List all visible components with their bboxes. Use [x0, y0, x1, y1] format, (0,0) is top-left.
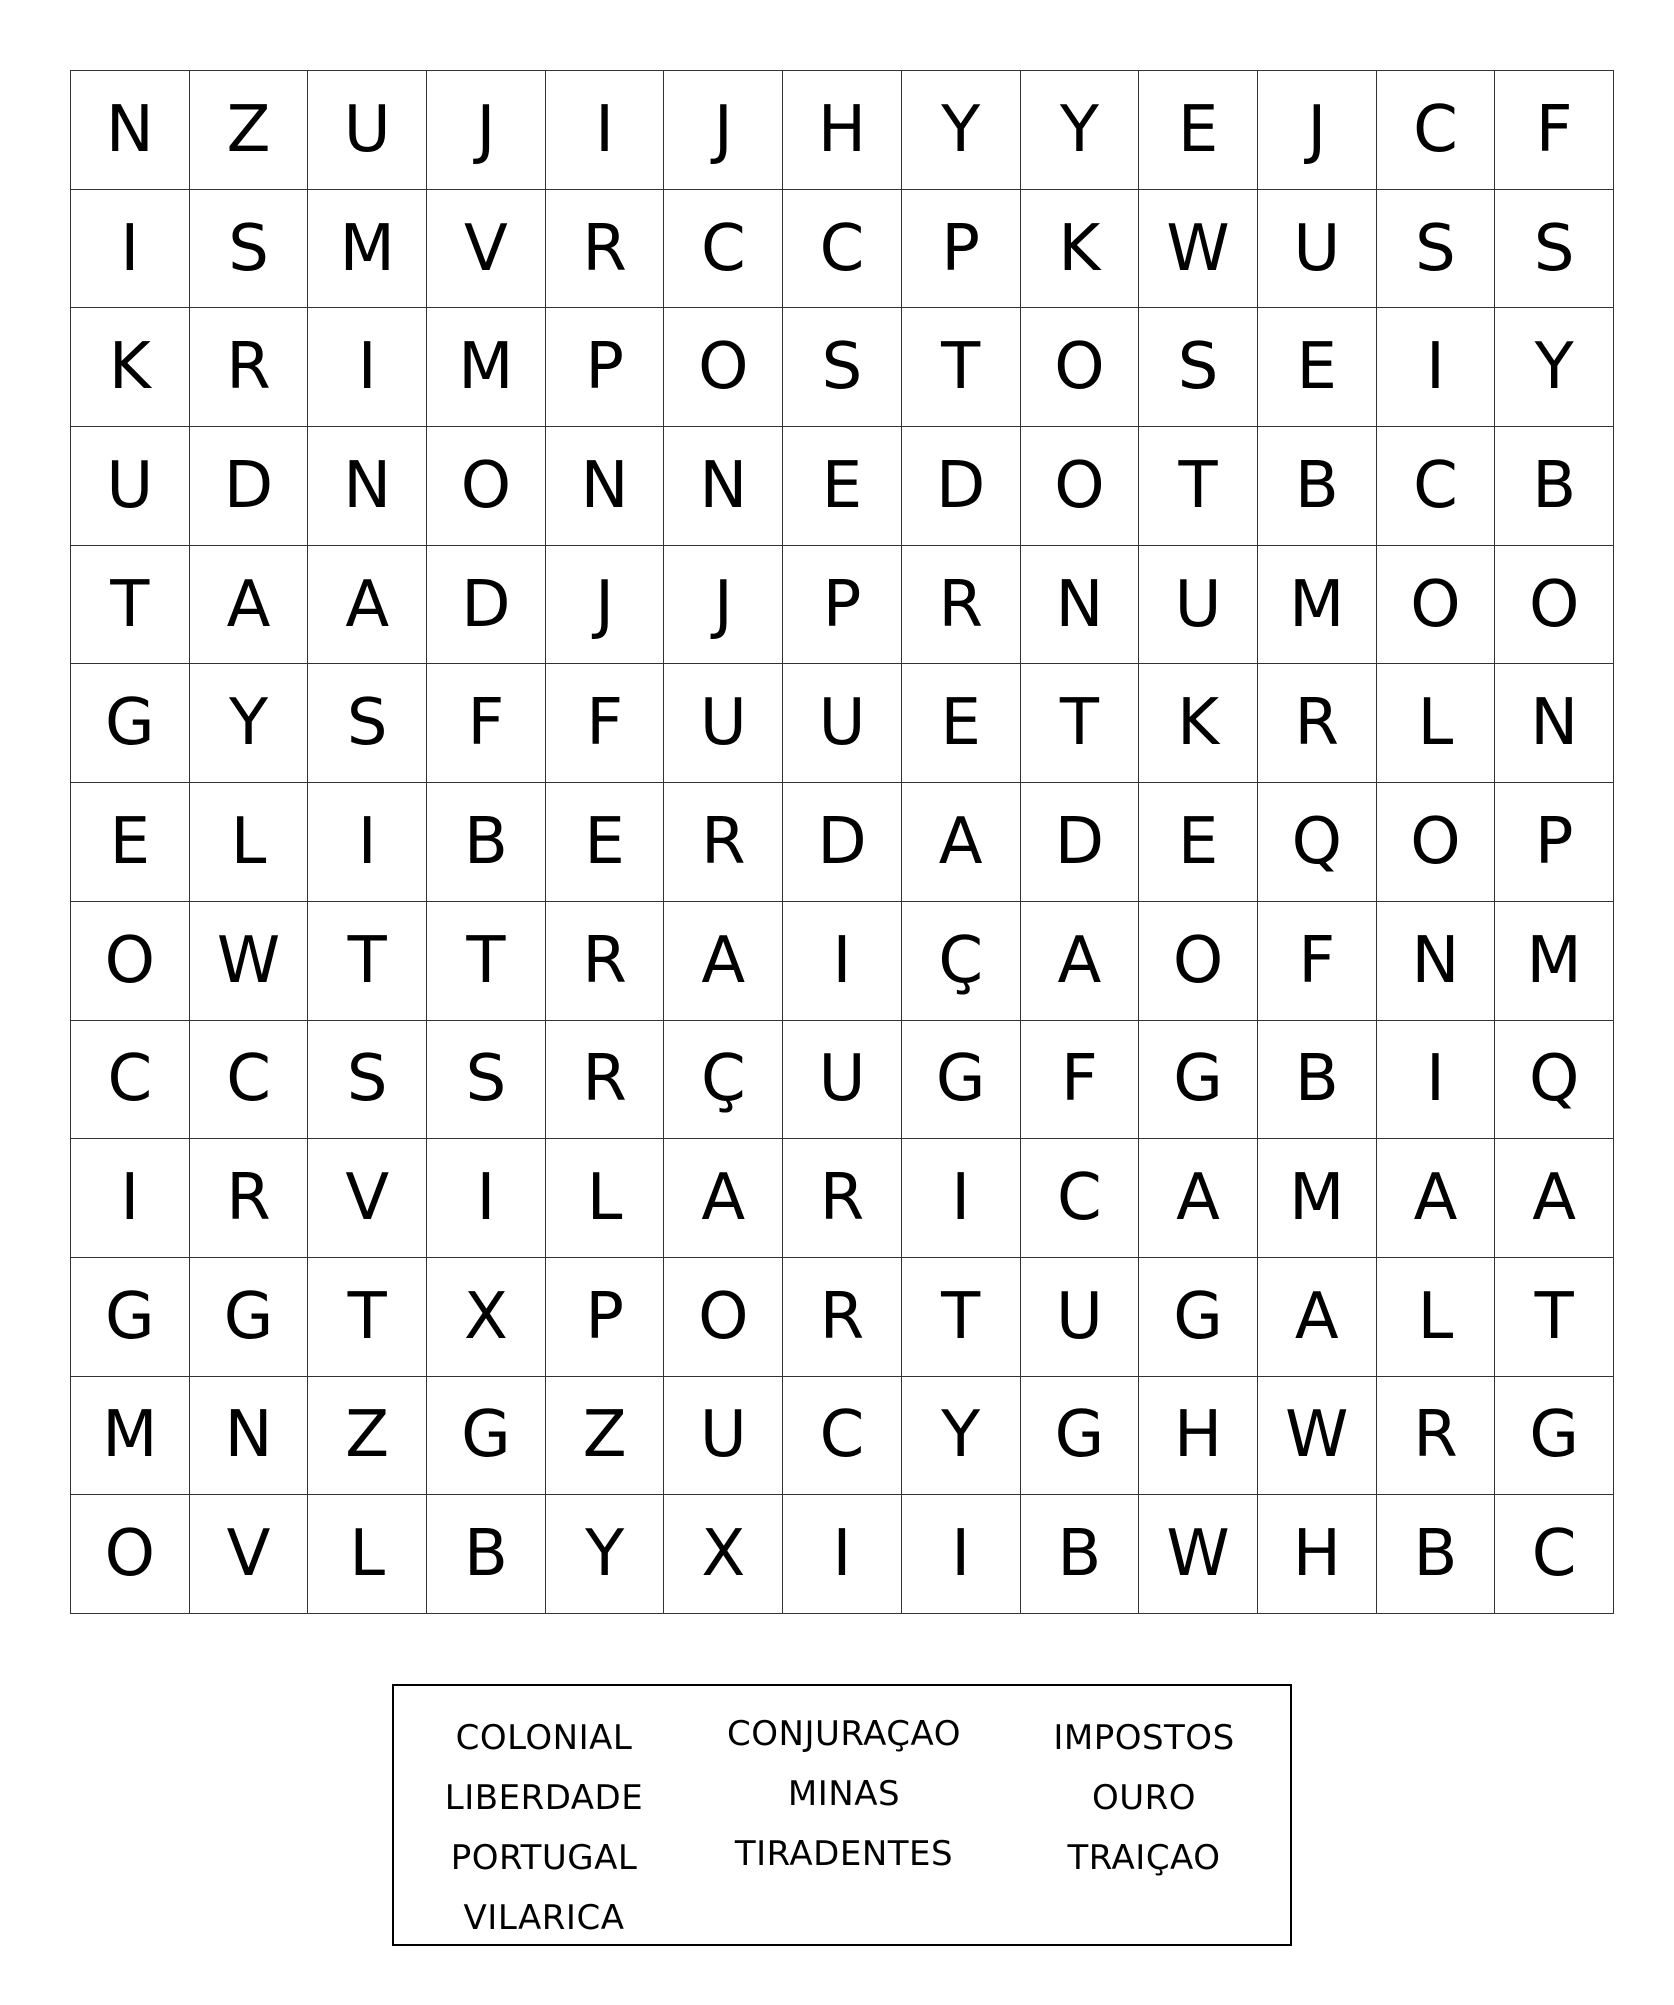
grid-cell[interactable]: B: [1495, 427, 1614, 546]
grid-cell[interactable]: C: [783, 1377, 902, 1496]
grid-cell[interactable]: G: [1021, 1377, 1140, 1496]
grid-cell[interactable]: P: [546, 1258, 665, 1377]
grid-cell[interactable]: O: [1139, 902, 1258, 1021]
grid-cell[interactable]: S: [1495, 190, 1614, 309]
grid-cell[interactable]: U: [664, 664, 783, 783]
grid-cell[interactable]: M: [1258, 546, 1377, 665]
grid-cell[interactable]: R: [664, 783, 783, 902]
grid-cell[interactable]: N: [664, 427, 783, 546]
grid-cell[interactable]: T: [1495, 1258, 1614, 1377]
grid-cell[interactable]: A: [308, 546, 427, 665]
grid-cell[interactable]: N: [546, 427, 665, 546]
grid-cell[interactable]: O: [1021, 308, 1140, 427]
grid-cell[interactable]: F: [546, 664, 665, 783]
grid-cell[interactable]: R: [546, 1021, 665, 1140]
grid-cell[interactable]: P: [783, 546, 902, 665]
word-list-column-2: [694, 1704, 994, 1884]
grid-cell[interactable]: A: [1495, 1139, 1614, 1258]
grid-cell[interactable]: G: [1495, 1377, 1614, 1496]
grid-cell[interactable]: U: [783, 664, 902, 783]
grid-cell[interactable]: R: [1258, 664, 1377, 783]
grid-cell[interactable]: Q: [1495, 1021, 1614, 1140]
grid-cell[interactable]: H: [1258, 1495, 1377, 1614]
grid-cell[interactable]: B: [1377, 1495, 1496, 1614]
grid-cell[interactable]: Y: [546, 1495, 665, 1614]
grid-cell[interactable]: J: [664, 546, 783, 665]
grid-cell[interactable]: Y: [1021, 71, 1140, 190]
grid-cell[interactable]: I: [783, 1495, 902, 1614]
grid-cell[interactable]: I: [1377, 308, 1496, 427]
grid-cell[interactable]: Y: [902, 1377, 1021, 1496]
grid-cell[interactable]: P: [902, 190, 1021, 309]
grid-cell[interactable]: U: [71, 427, 190, 546]
grid-cell[interactable]: G: [190, 1258, 309, 1377]
grid-cell[interactable]: E: [546, 783, 665, 902]
grid-cell[interactable]: I: [308, 783, 427, 902]
grid-cell[interactable]: U: [783, 1021, 902, 1140]
grid-cell[interactable]: I: [71, 1139, 190, 1258]
grid-cell[interactable]: W: [1139, 190, 1258, 309]
grid-cell[interactable]: T: [902, 308, 1021, 427]
word-list-column-3: [994, 1708, 1294, 1888]
grid-cell[interactable]: D: [427, 546, 546, 665]
grid-cell[interactable]: A: [190, 546, 309, 665]
grid-cell[interactable]: V: [427, 190, 546, 309]
grid-cell[interactable]: T: [427, 902, 546, 1021]
grid-cell[interactable]: J: [427, 71, 546, 190]
grid-cell[interactable]: C: [1377, 71, 1496, 190]
grid-cell[interactable]: I: [308, 308, 427, 427]
word-item: CONJURAÇAO: [727, 1714, 961, 1754]
grid-cell[interactable]: Z: [308, 1377, 427, 1496]
grid-cell[interactable]: O: [664, 1258, 783, 1377]
grid-cell[interactable]: S: [427, 1021, 546, 1140]
grid-cell[interactable]: G: [71, 664, 190, 783]
grid-cell[interactable]: O: [1021, 427, 1140, 546]
grid-cell[interactable]: V: [190, 1495, 309, 1614]
grid-cell[interactable]: B: [427, 1495, 546, 1614]
grid-cell[interactable]: M: [1258, 1139, 1377, 1258]
grid-cell[interactable]: E: [902, 664, 1021, 783]
grid-cell[interactable]: F: [1495, 71, 1614, 190]
word-item: TRAIÇAO: [1067, 1838, 1221, 1878]
grid-cell[interactable]: N: [308, 427, 427, 546]
word-item: OURO: [1091, 1778, 1197, 1818]
grid-cell[interactable]: B: [427, 783, 546, 902]
grid-cell[interactable]: C: [1021, 1139, 1140, 1258]
grid-cell[interactable]: H: [1139, 1377, 1258, 1496]
grid-cell[interactable]: N: [1377, 902, 1496, 1021]
grid-cell[interactable]: T: [308, 902, 427, 1021]
grid-cell[interactable]: M: [71, 1377, 190, 1496]
grid-cell[interactable]: E: [1258, 308, 1377, 427]
grid-cell[interactable]: X: [664, 1495, 783, 1614]
grid-cell[interactable]: R: [902, 546, 1021, 665]
grid-cell[interactable]: L: [1377, 1258, 1496, 1377]
grid-cell[interactable]: X: [427, 1258, 546, 1377]
grid-cell[interactable]: I: [783, 902, 902, 1021]
grid-cell[interactable]: S: [1377, 190, 1496, 309]
grid-cell[interactable]: L: [1377, 664, 1496, 783]
grid-cell[interactable]: A: [664, 902, 783, 1021]
grid-cell[interactable]: K: [1021, 190, 1140, 309]
grid-cell[interactable]: F: [427, 664, 546, 783]
grid-cell[interactable]: W: [1258, 1377, 1377, 1496]
grid-cell[interactable]: C: [1495, 1495, 1614, 1614]
word-list-column-1: [394, 1708, 694, 1948]
grid-cell[interactable]: B: [1258, 427, 1377, 546]
word-item: LIBERDADE: [444, 1778, 644, 1818]
grid-cell[interactable]: V: [308, 1139, 427, 1258]
grid-cell[interactable]: S: [783, 308, 902, 427]
grid-cell[interactable]: P: [546, 308, 665, 427]
grid-cell[interactable]: O: [1495, 546, 1614, 665]
grid-cell[interactable]: R: [546, 190, 665, 309]
grid-cell[interactable]: R: [1377, 1377, 1496, 1496]
grid-cell[interactable]: W: [1139, 1495, 1258, 1614]
grid-cell[interactable]: Y: [902, 71, 1021, 190]
grid-cell[interactable]: U: [664, 1377, 783, 1496]
grid-cell[interactable]: O: [664, 308, 783, 427]
grid-cell[interactable]: I: [902, 1139, 1021, 1258]
grid-cell[interactable]: D: [190, 427, 309, 546]
grid-cell[interactable]: D: [1021, 783, 1140, 902]
grid-cell[interactable]: B: [1258, 1021, 1377, 1140]
grid-cell[interactable]: S: [308, 1021, 427, 1140]
grid-cell[interactable]: J: [1258, 71, 1377, 190]
grid-cell[interactable]: E: [1139, 71, 1258, 190]
grid-cell[interactable]: H: [783, 71, 902, 190]
grid-cell[interactable]: I: [902, 1495, 1021, 1614]
grid-cell[interactable]: M: [1495, 902, 1614, 1021]
word-item: PORTUGAL: [450, 1838, 638, 1878]
grid-cell[interactable]: C: [190, 1021, 309, 1140]
grid-cell[interactable]: T: [1021, 664, 1140, 783]
word-item: IMPOSTOS: [1053, 1718, 1235, 1758]
grid-cell[interactable]: D: [902, 427, 1021, 546]
grid-cell[interactable]: O: [71, 1495, 190, 1614]
grid-cell[interactable]: F: [1021, 1021, 1140, 1140]
grid-cell[interactable]: I: [546, 71, 665, 190]
grid-cell[interactable]: L: [190, 783, 309, 902]
grid-cell[interactable]: E: [783, 427, 902, 546]
grid-cell[interactable]: I: [1377, 1021, 1496, 1140]
grid-cell[interactable]: U: [1258, 190, 1377, 309]
grid-cell[interactable]: Z: [190, 71, 309, 190]
grid-cell[interactable]: S: [1139, 308, 1258, 427]
grid-cell[interactable]: D: [783, 783, 902, 902]
word-item: MINAS: [787, 1774, 901, 1814]
grid-cell[interactable]: Ç: [664, 1021, 783, 1140]
grid-cell[interactable]: P: [1495, 783, 1614, 902]
grid-cell[interactable]: J: [664, 71, 783, 190]
grid-cell[interactable]: K: [1139, 664, 1258, 783]
grid-cell[interactable]: T: [902, 1258, 1021, 1377]
grid-cell[interactable]: W: [190, 902, 309, 1021]
grid-cell[interactable]: T: [71, 546, 190, 665]
grid-cell[interactable]: N: [71, 71, 190, 190]
grid-cell[interactable]: B: [1021, 1495, 1140, 1614]
word-item: VILARICA: [463, 1898, 625, 1938]
grid-cell[interactable]: R: [783, 1258, 902, 1377]
grid-cell[interactable]: R: [190, 1139, 309, 1258]
grid-cell[interactable]: U: [1021, 1258, 1140, 1377]
grid-cell[interactable]: A: [664, 1139, 783, 1258]
grid-cell[interactable]: L: [308, 1495, 427, 1614]
word-item: COLONIAL: [455, 1718, 633, 1758]
grid-cell[interactable]: G: [902, 1021, 1021, 1140]
grid-cell[interactable]: T: [308, 1258, 427, 1377]
grid-cell[interactable]: A: [1377, 1139, 1496, 1258]
grid-cell[interactable]: F: [1258, 902, 1377, 1021]
grid-cell[interactable]: R: [783, 1139, 902, 1258]
grid-cell[interactable]: O: [71, 902, 190, 1021]
grid-cell[interactable]: S: [190, 190, 309, 309]
grid-cell[interactable]: Q: [1258, 783, 1377, 902]
word-list-box: [392, 1684, 1292, 1946]
grid-cell[interactable]: U: [1139, 546, 1258, 665]
grid-cell[interactable]: U: [308, 71, 427, 190]
grid-cell[interactable]: A: [1139, 1139, 1258, 1258]
grid-cell[interactable]: M: [427, 308, 546, 427]
grid-cell[interactable]: N: [1021, 546, 1140, 665]
grid-cell[interactable]: G: [427, 1377, 546, 1496]
grid-cell[interactable]: L: [546, 1139, 665, 1258]
word-search-grid: [70, 70, 1614, 1614]
grid-cell[interactable]: G: [1139, 1258, 1258, 1377]
grid-cell[interactable]: C: [664, 190, 783, 309]
grid-cell[interactable]: R: [546, 902, 665, 1021]
grid-cell[interactable]: Z: [546, 1377, 665, 1496]
grid-cell[interactable]: I: [427, 1139, 546, 1258]
grid-cell[interactable]: K: [71, 308, 190, 427]
grid-cell[interactable]: O: [1377, 783, 1496, 902]
grid-cell[interactable]: C: [783, 190, 902, 309]
grid-cell[interactable]: Y: [190, 664, 309, 783]
grid-cell[interactable]: A: [1258, 1258, 1377, 1377]
grid-cell[interactable]: G: [1139, 1021, 1258, 1140]
grid-cell[interactable]: G: [71, 1258, 190, 1377]
grid-cell[interactable]: Y: [1495, 308, 1614, 427]
grid-cell[interactable]: E: [1139, 783, 1258, 902]
grid-cell[interactable]: E: [71, 783, 190, 902]
grid-cell[interactable]: I: [71, 190, 190, 309]
grid-cell[interactable]: N: [1495, 664, 1614, 783]
grid-cell[interactable]: O: [1377, 546, 1496, 665]
grid-cell[interactable]: N: [190, 1377, 309, 1496]
grid-cell[interactable]: M: [308, 190, 427, 309]
grid-cell[interactable]: O: [427, 427, 546, 546]
grid-cell[interactable]: C: [1377, 427, 1496, 546]
grid-cell[interactable]: C: [71, 1021, 190, 1140]
grid-cell[interactable]: A: [1021, 902, 1140, 1021]
grid-cell[interactable]: S: [308, 664, 427, 783]
grid-cell[interactable]: R: [190, 308, 309, 427]
grid-cell[interactable]: J: [546, 546, 665, 665]
word-item: TIRADENTES: [734, 1834, 954, 1874]
grid-cell[interactable]: Ç: [902, 902, 1021, 1021]
grid-cell[interactable]: A: [902, 783, 1021, 902]
grid-cell[interactable]: T: [1139, 427, 1258, 546]
